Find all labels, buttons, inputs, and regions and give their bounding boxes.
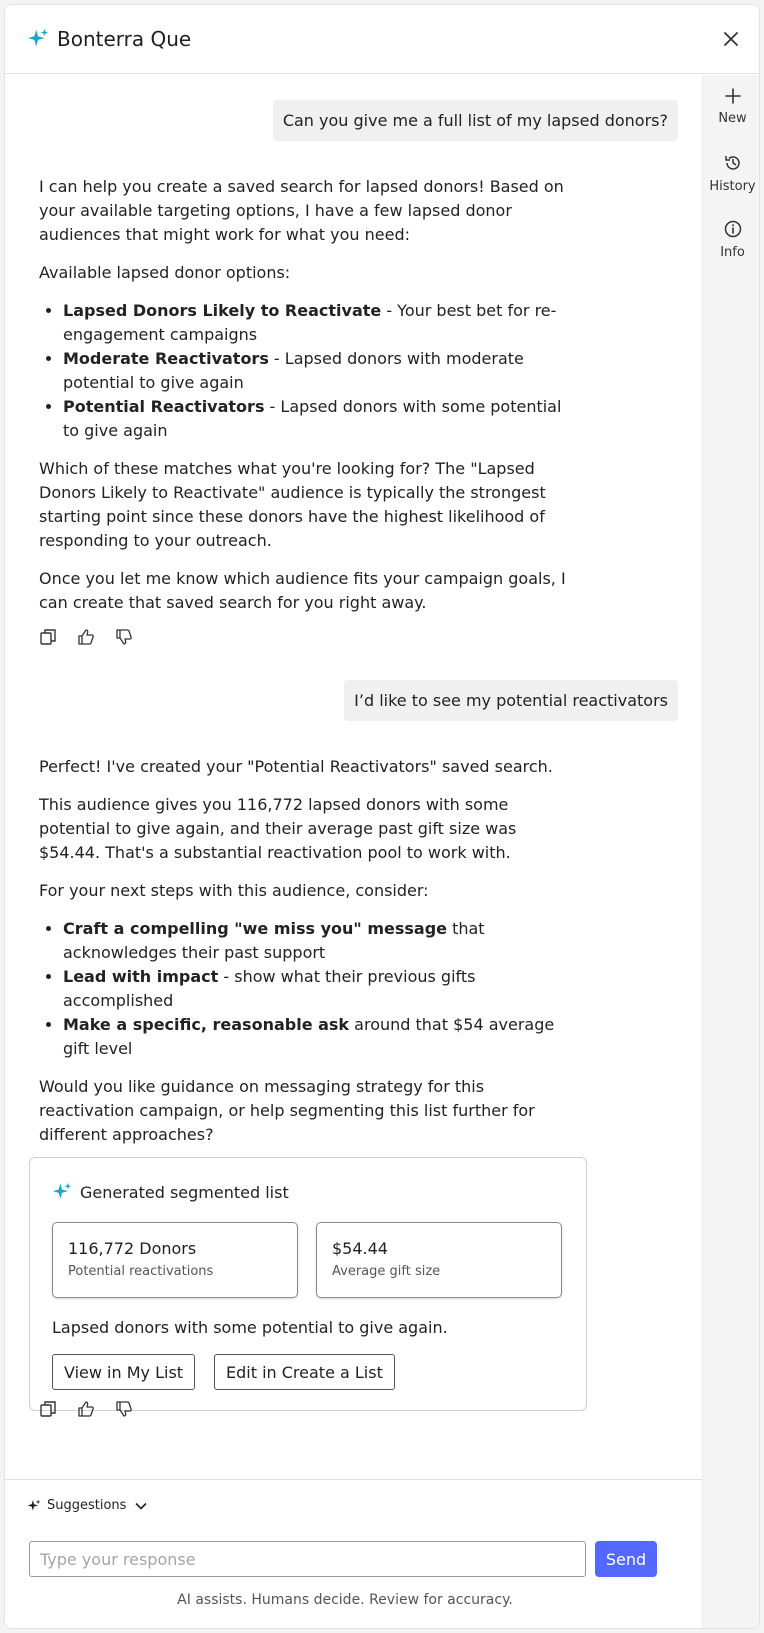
copy-icon[interactable] [39,1400,57,1418]
segmented-list-card [29,1157,587,1411]
rail-info-button[interactable] [703,219,760,260]
chat-panel [4,4,760,1629]
suggestions-label: Suggestions [47,1498,127,1513]
send-button[interactable]: Send [595,1541,657,1577]
message-paragraph: For your next steps with this audience, consider: [39,881,429,900]
thumbs-down-icon[interactable] [115,1400,133,1418]
list-item: • Lead with impact - show what their previous gifts accomplished [63,965,579,1013]
response-input[interactable] [29,1541,586,1577]
assistant-message [39,755,579,1161]
card-header [52,1182,289,1202]
gift-size-stat [316,1222,562,1298]
sparkle-icon [27,1499,41,1513]
message-paragraph: I can help you create a saved search for lapsed donors! Based on your available targeting options, I have a few lapsed donor audiences that might work for what you need: [39,177,564,244]
message-paragraph: Would you like guidance on messaging strategy for this reactivation campaign, or help segmenting this list further for different approaches? [39,1077,535,1144]
sparkle-icon [52,1182,72,1202]
message-feedback [39,1400,133,1418]
message-paragraph: Perfect! I've created your "Potential Reactivators" saved search. [39,757,553,776]
message-paragraph: This audience gives you 116,772 lapsed donors with some potential to give again, and their average past gift size was $54.44. That's a substantial reactivation pool to work with. [39,795,517,862]
app-title: Bonterra Que [57,27,192,51]
stat-value: 116,772 Donors [68,1239,197,1258]
steps-list [63,917,579,1061]
close-icon[interactable] [721,29,741,49]
rail-new-button[interactable] [703,87,760,126]
chat-thread [5,75,702,1479]
options-list [63,299,579,443]
rail-history-button[interactable] [703,153,760,194]
plus-icon [724,87,742,105]
thumbs-down-icon[interactable] [115,628,133,646]
assistant-message [39,175,579,629]
copy-icon[interactable] [39,628,57,646]
stat-label: Average gift size [332,1264,441,1279]
message-paragraph: Once you let me know which audience fits your campaign goals, I can create that saved search for you right away. [39,569,566,612]
user-message: Can you give me a full list of my lapsed donors? [273,100,678,141]
user-message: I’d like to see my potential reactivators [344,680,678,721]
message-paragraph: Which of these matches what you're looking for? The "Lapsed Donors Likely to Reactivate" audience is typically the strongest starting point since these donors have the highest likelihood of responding to your outreach. [39,459,546,550]
history-icon [723,153,743,173]
info-icon [723,219,743,239]
message-paragraph: Available lapsed donor options: [39,263,291,282]
rail-new-label: New [718,111,747,126]
thumbs-up-icon[interactable] [77,1400,95,1418]
disclaimer: AI assists. Humans decide. Review for accuracy. [177,1592,513,1608]
edit-in-create-list-button[interactable]: Edit in Create a List [214,1354,395,1390]
list-item: • Moderate Reactivators - Lapsed donors with moderate potential to give again [63,347,579,395]
composer [5,1479,702,1629]
rail-history-label: History [709,179,756,194]
card-description: Lapsed donors with some potential to give again. [52,1318,448,1337]
stat-label: Potential reactivations [68,1264,214,1279]
list-item: • Make a specific, reasonable ask around that $54 average gift level [63,1013,579,1061]
card-title: Generated segmented list [80,1182,289,1202]
thumbs-up-icon[interactable] [77,628,95,646]
list-item: • Lapsed Donors Likely to Reactivate - Your best bet for re-engagement campaigns [63,299,579,347]
sparkle-icon [27,28,49,50]
view-in-my-list-button[interactable]: View in My List [52,1354,195,1390]
list-item: • Potential Reactivators - Lapsed donors with some potential to give again [63,395,579,443]
donors-stat [52,1222,298,1298]
header [5,5,760,74]
chevron-down-icon [134,1499,148,1513]
suggestions-toggle[interactable] [27,1498,148,1513]
rail-info-label: Info [720,245,745,260]
side-rail [702,75,760,1629]
message-feedback [39,628,133,646]
list-item: • Craft a compelling "we miss you" message that acknowledges their past support [63,917,579,965]
stat-value: $54.44 [332,1239,388,1258]
